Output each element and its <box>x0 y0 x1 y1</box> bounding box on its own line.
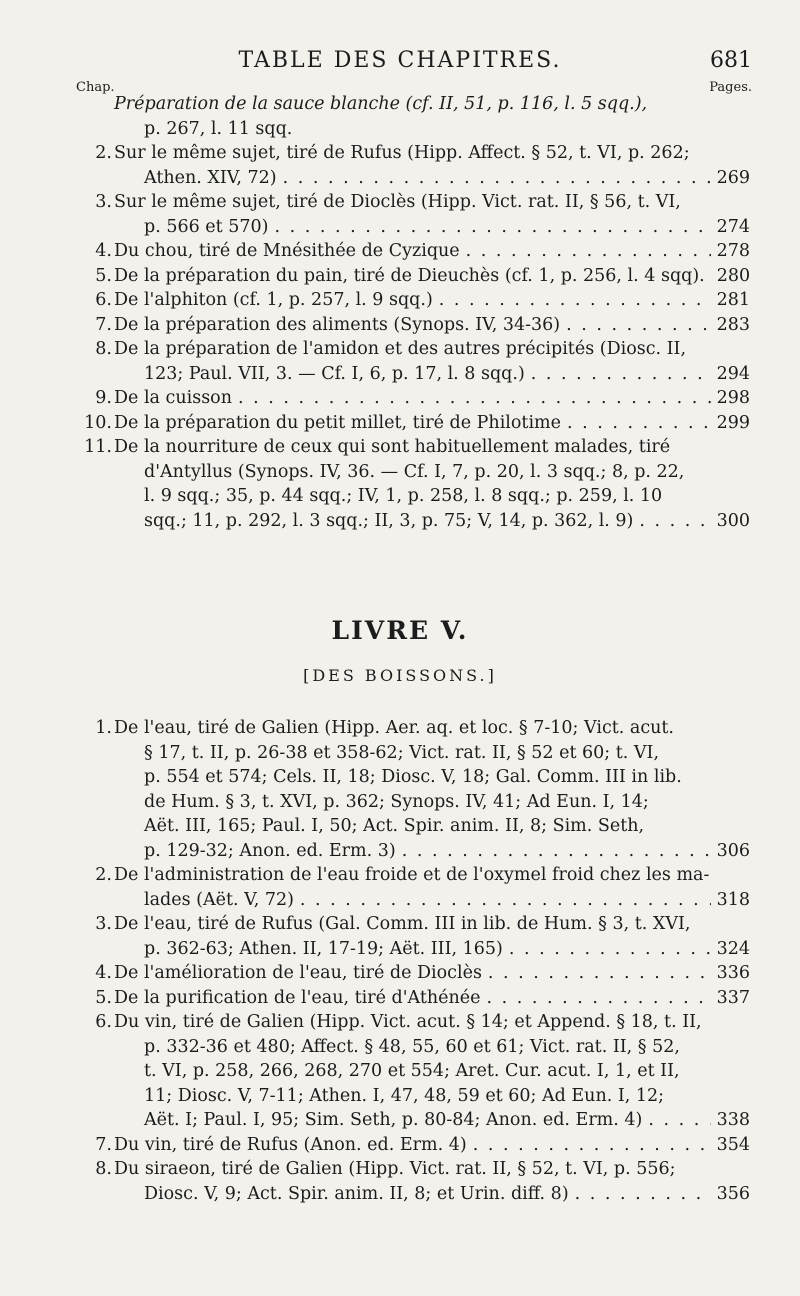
entry-number: 2. <box>95 865 112 885</box>
entry-page: 298 <box>716 388 750 408</box>
entry-number: 5. <box>95 265 112 286</box>
entry-line: De la préparation du petit millet, tiré de Philotime <box>114 412 562 433</box>
entry-last-line <box>114 239 750 264</box>
entry-last-line <box>114 386 750 411</box>
entry-line: Sur le même sujet, tiré de Dioclès (Hipp. Vict. rat. II, § 56, t. VI, <box>114 192 681 212</box>
toc-entry <box>0 986 800 1011</box>
entry-line: de Hum. § 3, t. XVI, p. 362; Synops. IV, 41; Ad Eun. I, 14; <box>144 791 649 812</box>
dot-leader <box>487 986 711 1011</box>
toc-entry <box>0 1157 800 1206</box>
entry-number: 5. <box>95 987 112 1008</box>
entry-line: lades (Aët. V, 72) <box>144 889 294 910</box>
entry-line: p. 332-36 et 480; Affect. § 48, 55, 60 et 61; Vict. rat. II, § 52, <box>144 1036 680 1057</box>
entry-line: p. 554 et 574; Cels. II, 18; Diosc. V, 18; Gal. Comm. III in lib. <box>144 767 682 787</box>
toc-entry <box>0 435 800 533</box>
chapter-column-label: Chap. <box>76 80 115 95</box>
dot-leader <box>300 888 711 913</box>
entry-line: Diosc. V, 9; Act. Spir. anim. II, 8; et Urin. diff. 8) <box>144 1183 569 1204</box>
entry-number: 10. <box>84 412 112 433</box>
entry-page: 278 <box>716 241 750 261</box>
entry-line: Aët. III, 165; Paul. I, 50; Act. Spir. anim. II, 8; Sim. Seth, <box>144 816 645 836</box>
entry-line: De l'eau, tiré de Galien (Hipp. Aer. aq. et loc. § 7-10; Vict. acut. <box>114 718 674 738</box>
entry-line: p. 362-63; Athen. II, 17-19; Aët. III, 165) <box>144 938 503 959</box>
entry-line: De la préparation des aliments (Synops. IV, 34-36) <box>114 314 561 335</box>
toc-entry <box>0 411 800 436</box>
entry-last-line <box>114 313 750 338</box>
entry-last-line <box>144 937 750 962</box>
entry-page: 337 <box>716 987 750 1008</box>
page-number: 681 <box>710 48 752 73</box>
entry-page: 283 <box>716 314 750 335</box>
entry-last-line <box>114 1133 750 1158</box>
toc-entry <box>0 190 800 239</box>
dot-leader <box>238 386 711 411</box>
entry-line: Aët. I; Paul. I, 95; Sim. Seth, p. 80-84; Anon. ed. Erm. 4) <box>144 1110 643 1130</box>
dot-leader <box>402 839 711 864</box>
pages-column-label: Pages. <box>709 80 752 95</box>
dot-leader <box>566 313 710 338</box>
dot-leader <box>274 215 710 240</box>
entry-last-line <box>114 961 750 986</box>
entry-line: De la préparation de l'amidon et des autres précipités (Diosc. II, <box>114 339 687 359</box>
entry-line: Du siraeon, tiré de Galien (Hipp. Vict. rat. II, § 52, t. VI, p. 556; <box>114 1159 676 1179</box>
entry-page: 336 <box>716 963 750 983</box>
dot-leader <box>575 1182 711 1207</box>
entry-page: 338 <box>716 1110 750 1130</box>
toc-entry <box>0 92 800 141</box>
entry-line: 123; Paul. VII, 3. — Cf. I, 6, p. 17, l. 8 sqq.) <box>144 363 525 384</box>
entry-last-line <box>144 888 750 913</box>
dot-leader <box>439 288 711 313</box>
entry-page: 274 <box>716 216 750 237</box>
entry-line: p. 566 et 570) <box>144 216 269 237</box>
toc-entry <box>0 337 800 386</box>
entry-line: Du vin, tiré de Galien (Hipp. Vict. acut. § 14; et Append. § 18, t. II, <box>114 1012 702 1032</box>
entry-number: 1. <box>95 718 112 738</box>
entry-page: 280 <box>716 265 751 286</box>
entry-line: De la préparation du pain, tiré de Dieuchès (cf. 1, p. 256, l. 4 sqq). <box>114 265 705 286</box>
entry-last-line <box>144 1182 750 1207</box>
dot-leader <box>567 411 711 436</box>
entry-line: De l'administration de l'eau froide et de l'oxymel froid chez les ma- <box>114 865 710 885</box>
toc-entry <box>0 1010 800 1133</box>
entry-number: 4. <box>95 963 112 983</box>
entry-page: 294 <box>716 363 750 384</box>
toc-entry <box>0 863 800 912</box>
entry-number: 6. <box>95 1012 112 1032</box>
dot-leader <box>283 166 711 191</box>
toc-entry <box>0 264 800 289</box>
entry-line: § 17, t. II, p. 26-38 et 358-62; Vict. rat. II, § 52 et 60; t. VI, <box>144 742 660 763</box>
entry-number: 7. <box>95 314 112 335</box>
entry-line: Du vin, tiré de Rufus (Anon. ed. Erm. 4) <box>114 1134 467 1155</box>
dot-leader <box>531 362 711 387</box>
entry-number: 8. <box>95 339 112 359</box>
entry-line: Athen. XIV, 72) <box>144 167 277 188</box>
toc-entry <box>0 313 800 338</box>
running-title: TABLE DES CHAPITRES. <box>238 48 562 73</box>
entry-last-line <box>144 509 750 534</box>
entry-line: De l'eau, tiré de Rufus (Gal. Comm. III in lib. de Hum. § 3, t. XVI, <box>114 914 691 934</box>
entry-number: 3. <box>95 914 112 934</box>
book-title: LIVRE V. <box>331 616 469 645</box>
entry-line: Sur le même sujet, tiré de Rufus (Hipp. Affect. § 52, t. VI, p. 262; <box>114 143 690 163</box>
entry-page: 318 <box>716 889 750 910</box>
entry-line: p. 129-32; Anon. ed. Erm. 3) <box>144 840 396 861</box>
entry-number: 9. <box>95 388 112 408</box>
entry-last-line <box>144 362 750 387</box>
entry-line: De la cuisson <box>114 388 232 408</box>
entry-number: 4. <box>95 241 112 261</box>
entry-line: p. 267, l. 11 sqq. <box>144 118 293 139</box>
toc-entry <box>0 239 800 264</box>
entry-number: 6. <box>95 290 112 310</box>
entry-line: d'Antyllus (Synops. IV, 36. — Cf. I, 7, p. 20, l. 3 sqq.; 8, p. 22, <box>144 461 685 482</box>
entry-line: t. VI, p. 258, 266, 268, 270 et 554; Aret. Cur. acut. I, 1, et II, <box>144 1061 680 1081</box>
entry-page: 269 <box>716 167 750 188</box>
toc-entry <box>0 1133 800 1158</box>
entry-line: De l'alphiton (cf. 1, p. 257, l. 9 sqq.) <box>114 290 433 310</box>
entry-number: 8. <box>95 1159 112 1179</box>
entry-line: De l'amélioration de l'eau, tiré de Dioclès <box>114 963 482 983</box>
dot-leader <box>473 1133 711 1158</box>
book-subtitle: [DES BOISSONS.] <box>303 666 497 685</box>
toc-section-2 <box>0 716 800 1206</box>
entry-page: 306 <box>716 840 750 861</box>
entry-number: 2. <box>95 143 112 163</box>
toc-entry <box>0 912 800 961</box>
toc-section-1 <box>0 92 800 533</box>
entry-line: Préparation de la sauce blanche (cf. II, 51, p. 116, l. 5 sqq.), <box>114 94 648 114</box>
entry-page: 281 <box>716 290 750 310</box>
entry-page: 354 <box>716 1134 750 1155</box>
entry-number: 7. <box>95 1134 112 1155</box>
dot-leader <box>488 961 711 986</box>
dot-leader <box>639 509 710 534</box>
entry-last-line <box>144 1108 750 1133</box>
toc-entry <box>0 961 800 986</box>
entry-last-line <box>114 411 750 436</box>
entry-last-line <box>114 264 750 289</box>
entry-line: Du chou, tiré de Mnésithée de Cyzique <box>114 241 460 261</box>
entry-last-line <box>114 986 750 1011</box>
entry-line: De la purification de l'eau, tiré d'Athénée <box>114 987 481 1008</box>
entry-line: De la nourriture de ceux qui sont habituellement malades, tiré <box>114 437 671 457</box>
toc-entry <box>0 386 800 411</box>
entry-line: 11; Diosc. V, 7-11; Athen. I, 47, 48, 59 et 60; Ad Eun. I, 12; <box>144 1085 665 1106</box>
entry-last-line <box>144 215 750 240</box>
entry-page: 299 <box>716 412 750 433</box>
entry-number: 3. <box>95 192 112 212</box>
dot-leader <box>509 937 711 962</box>
toc-entry <box>0 288 800 313</box>
entry-last-line <box>144 166 750 191</box>
entry-page: 356 <box>716 1183 750 1204</box>
entry-last-line <box>114 288 750 313</box>
entry-page: 324 <box>716 938 750 959</box>
toc-entry <box>0 141 800 190</box>
dot-leader <box>466 239 711 264</box>
toc-entry <box>0 716 800 863</box>
entry-number: 11. <box>84 437 112 457</box>
entry-page: 300 <box>716 510 750 531</box>
entry-line: sqq.; 11, p. 292, l. 3 sqq.; II, 3, p. 75; V, 14, p. 362, l. 9) <box>144 510 634 531</box>
entry-last-line <box>144 839 750 864</box>
dot-leader <box>648 1108 710 1133</box>
entry-line: l. 9 sqq.; 35, p. 44 sqq.; IV, 1, p. 258, l. 8 sqq.; p. 259, l. 10 <box>144 486 663 506</box>
